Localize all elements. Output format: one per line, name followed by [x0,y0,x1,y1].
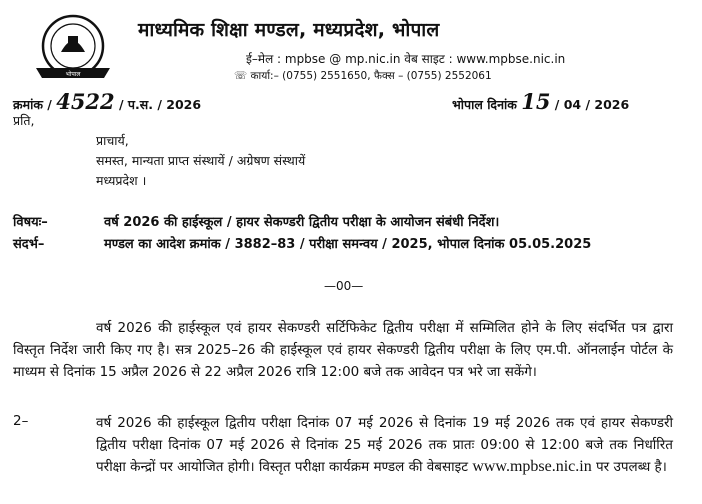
website-url: www.mpbse.nic.in [472,458,592,475]
paragraph-2 [96,412,673,478]
paragraph-2-text: वर्ष 2026 की हाईस्कूल द्वितीय परीक्षा दिनांक 07 मई 2026 से दिनांक 19 मई 2026 तक एवं हायर सेकण्डरी द्वितीय परीक्षा दिनांक 07 मई 2026 से दिनांक 25 मई 2026 तक प्रातः 09:00 से 12:00 बजे तक निर्धारित परीक्षा केन्द्रों पर आयोजित होगी। विस्तृत परीक्षा कार्यक्रम मण्डल की वेबसाइट [96,415,673,475]
email-website-line: ई–मेल : mpbse @ mp.nic.in वेब साइट : www.mpbse.nic.in [246,52,566,66]
paragraph-1 [13,317,673,383]
ref-handwritten-number: 4522 [56,89,115,114]
letter-date [452,89,629,114]
paragraph-1-text: वर्ष 2026 की हाईस्कूल एवं हायर सेकण्डरी सर्टिफिकेट द्वितीय परीक्षा में सम्मिलित होने के लिए संदर्भित पत्र द्वारा विस्तृत निर्देश जारी किए गए है। सत्र 2025–26 की हाईस्कूल एवं हायर सेकण्डरी द्वितीय परीक्षा के लिए एम.पी. ऑनलाईन पोर्टल के माध्यम से दिनांक 15 अप्रैल 2026 से 22 अप्रैल 2026 रात्रि 12:00 बजे तक आवेदन पत्र भरे जा सकेंगे। [13,320,673,380]
reference-number [13,89,201,114]
reference-label: संदर्भ– [13,237,45,252]
recipient-prati: प्रति, [13,113,35,128]
subject-text: वर्ष 2026 की हाईस्कूल / हायर सेकण्डरी द्वितीय परीक्षा के आयोजन संबंधी निर्देश। [104,215,500,230]
board-name-title: माध्यमिक शिक्षा मण्डल, मध्यप्रदेश, भोपाल [138,19,440,41]
ref-prefix: क्रमांक / [13,97,52,112]
recipient-line-3: मध्यप्रदेश । [96,173,147,188]
recipient-line-2: समस्त, मान्यता प्राप्त संस्थायें / अग्रेषण संस्थायें [96,153,306,168]
recipient-line-1: प्राचार्य, [96,133,129,148]
date-prefix: भोपाल दिनांक [452,97,517,112]
phone-fax-line: ☏ कार्या:– (0755) 2551650, फैक्स – (0755) 2552061 [234,70,492,82]
paragraph-2-end: पर उपलब्ध है। [596,459,667,475]
date-suffix: / 04 / 2026 [554,97,630,112]
date-handwritten-day: 15 [521,89,551,114]
section-separator: —00— [324,279,364,293]
item-2-number: 2– [13,413,29,429]
reference-text: मण्डल का आदेश क्रमांक / 3882–83 / परीक्षा समन्वय / 2025, भोपाल दिनांक 05.05.2025 [104,237,592,252]
ref-suffix: / प.स. / 2026 [119,97,202,112]
subject-label: विषयः– [13,215,48,230]
board-seal-logo [32,12,114,84]
svg-text:भोपाल: भोपाल [65,71,81,78]
